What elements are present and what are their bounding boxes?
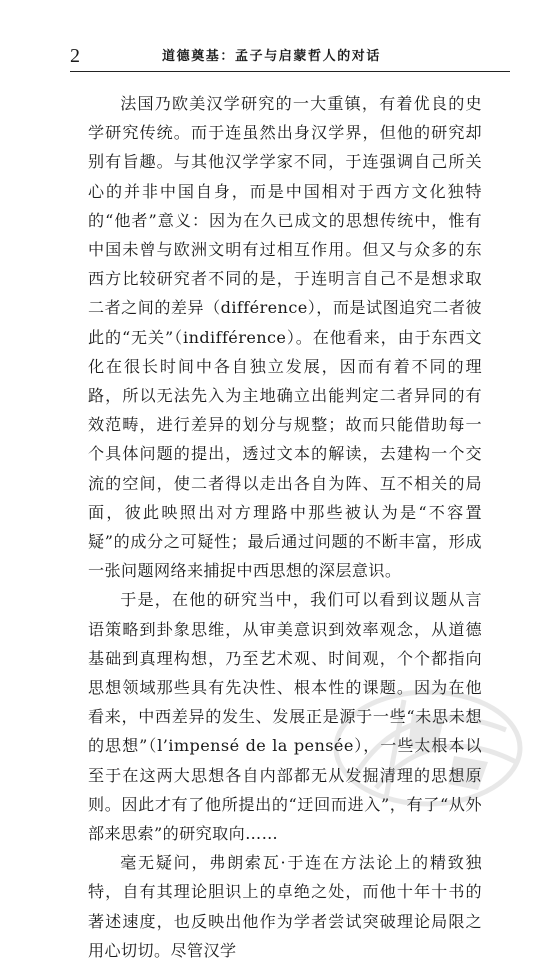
header-rule — [70, 71, 510, 72]
paragraph-2: 于是，在他的研究当中，我们可以看到议题从言语策略到卦象思维，从审美意识到效率观念，从道德基础到真理构想，乃至艺术观、时间观，个个都指向思想领域那些具有先决性、根本性的课题。因为在他看来，中西差异的发生、发展正是源于一些“未思未想的思想”（l’impensé de la pensée），一些太根本以至于在这两大思想各自内部都无从发掘清理的思想原则。因此才有了他所提出的“迂回而进入”，有了“从外部来思索”的研究取向…… — [88, 590, 482, 844]
library-stamp-icon — [316, 670, 540, 820]
page-number: 2 — [70, 45, 80, 67]
running-title: 道德奠基：孟子与启蒙哲人的对话 — [162, 49, 382, 64]
paragraph-3: 毫无疑问，弗朗索瓦·于连在方法论上的精致独特，自有其理论胆识上的卓绝之处，而他十年十书的著述速度，也反映出他作为学者尝试突破理论局限之用心切切。尽管汉学 — [88, 853, 482, 960]
body-text — [88, 89, 482, 965]
paragraph-1: 法国乃欧美汉学研究的一大重镇，有着优良的史学研究传统。而于连虽然出身汉学界，但他的研究却别有旨趣。与其他汉学学家不同，于连强调自己所关心的并非中国自身，而是中国相对于西方文化独特的“他者”意义：因为在久已成文的思想传统中，惟有中国未曾与欧洲文明有过相互作用。但又与众多的东西方比较研究者不同的是，于连明言自己不是想求取二者之间的差异（différence），而是试图追究二者彼此的“无关”（indifférence）。在他看来，由于东西文化在很长时间中各自独立发展，因而有着不同的理路，所以无法先入为主地确立出能判定二者异同的有效范畴，进行差异的划分与规整；故而只能借助每一个具体问题的提出，透过文本的解读，去建构一个交流的空间，使二者得以走出各自为阵、互不相关的局面，彼此映照出对方理路中那些被认为是“不容置疑”的成分之可疑性；最后通过问题的不断丰富，形成一张问题网络来捕捉中西思想的深层意识。 — [88, 94, 482, 581]
running-head — [70, 44, 510, 68]
